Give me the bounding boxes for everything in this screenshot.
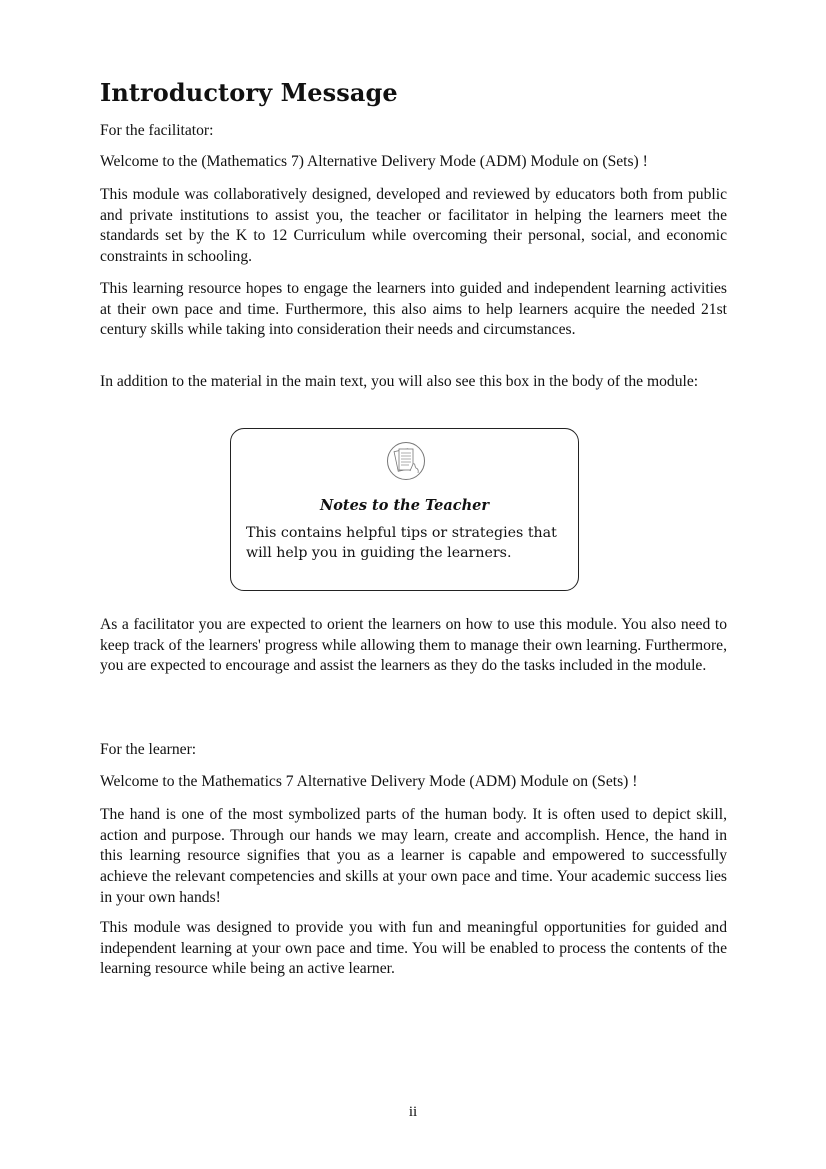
notes-to-teacher-box [230, 428, 579, 591]
facilitator-paragraph-3: In addition to the material in the main text, you will also see this box in the body of the module: [100, 373, 699, 390]
page-number: ii [408, 1104, 418, 1120]
facilitator-heading: For the facilitator: [100, 122, 214, 139]
notes-hand-icon [386, 441, 426, 481]
facilitator-closing: As a facilitator you are expected to orient the learners on how to use this module. You also need to keep track of the learners' progress while allowing them to manage their own learning. Furthermore, you are expected to encourage and assist the learners as they do the tasks included in the module. [100, 616, 727, 675]
learner-welcome: Welcome to the Mathematics 7 Alternative Delivery Mode (ADM) Module on (Sets) ! [100, 773, 638, 790]
learner-paragraph-1: The hand is one of the most symbolized parts of the human body. It is often used to depict skill, action and purpose. Through our hands we may learn, create and accomplish. Hence, the hand in this learning resource signifies that you as a learner is capable and empowered to successfully achieve the relevant competencies and skills at your own pace and time. Your academic success lies in your own hands! [100, 806, 727, 906]
facilitator-paragraph-1: This module was collaboratively designed, developed and reviewed by educators both from public and private institutions to assist you, the teacher or facilitator in helping the learners meet the standards set by the K to 12 Curriculum while overcoming their personal, social, and economic constraints in schooling. [100, 186, 727, 266]
facilitator-paragraph-2: This learning resource hopes to engage the learners into guided and independent learning activities at their own pace and time. Furthermore, this also aims to help learners acquire the needed 21st century skills while taking into consideration their needs and circumstances. [100, 280, 727, 339]
learner-heading: For the learner: [100, 741, 197, 758]
facilitator-welcome: Welcome to the (Mathematics 7) Alternative Delivery Mode (ADM) Module on (Sets) ! [100, 153, 648, 170]
notes-box-body: This contains helpful tips or strategies that will help you in guiding the learners. [246, 525, 557, 561]
notes-box-title: Notes to the Teacher [320, 497, 489, 514]
page-title: Introductory Message [100, 78, 398, 107]
learner-paragraph-2: This module was designed to provide you with fun and meaningful opportunities for guided and independent learning at your own pace and time. You will be enabled to process the contents of the learning resource while being an active learner. [100, 919, 727, 978]
